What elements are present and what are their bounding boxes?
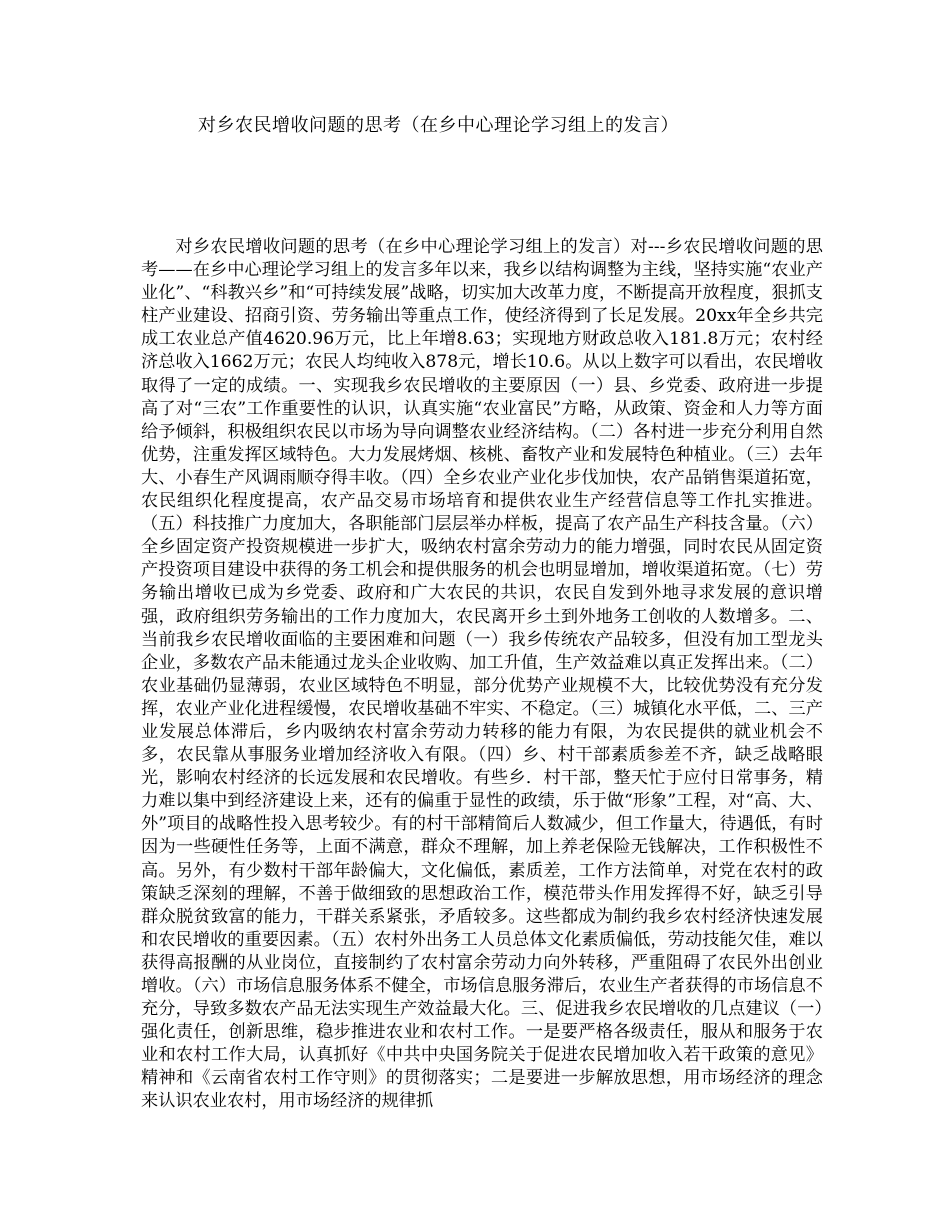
document-title: 对乡农民增收问题的思考（在乡中心理论学习组上的发言） (198, 115, 679, 136)
document-body-paragraph: 对乡农民增收问题的思考（在乡中心理论学习组上的发言）对---乡农民增收问题的思考——在乡中心理论学习组上的发言多年以来，我乡以结构调整为主线，坚持实施“农业产业化”、“科教兴乡”和“可持续发展”战略，切实加大改革力度，不断提高开放程度，狠抓支柱产业建设、招商引资、劳务输出等重点工作，使经济得到了长足发展。20xx年全乡共完成工农业总产值4620.96万元，比上年增8.63；实现地方财政总收入181.8万元；农村经济总收入1662万元；农民人均纯收入878元，增长10.6。从以上数字可以看出，农民增收取得了一定的成绩。一、实现我乡农民增收的主要原因（一）县、乡党委、政府进一步提高了对“三农”工作重要性的认识，认真实施“农业富民”方略，从政策、资金和人力等方面给予倾斜，积极组织农民以市场为导向调整农业经济结构。（二）各村进一步充分利用自然优势，注重发挥区域特色。大力发展烤烟、核桃、畜牧产业和发展特色种植业。（三）去年大、小春生产风调雨顺夺得丰收。（四）全乡农业产业化步伐加快，农产品销售渠道拓宽，农民组织化程度提高，农产品交易市场培育和提供农业生产经营信息等工作扎实推进。（五）科技推广力度加大，各职能部门层层举办样板，提高了农产品生产科技含量。（六）全乡固定资产投资规模进一步扩大，吸纳农村富余劳动力的能力增强，同时农民从固定资产投资项目建设中获得的务工机会和提供服务的机会也明显增加，增收渠道拓宽。（七）劳务输出增收已成为乡党委、政府和广大农民的共识，农民自发到外地寻求发展的意识增强，政府组织劳务输出的工作力度加大，农民离开乡土到外地务工创收的人数增多。二、当前我乡农民增收面临的主要困难和问题（一）我乡传统农产品较多，但没有加工型龙头企业，多数农产品未能通过龙头企业收购、加工升值，生产效益难以真正发挥出来。（二）农业基础仍显薄弱，农业区域特色不明显，部分优势产业规模不大，比较优势没有充分发挥，农业产业化进程缓慢，农民增收基础不牢实、不稳定。（三）城镇化水平低，二、三产业发展总体滞后，乡内吸纳农村富余劳动力转移的能力有限，为农民提供的就业机会不多，农民靠从事服务业增加经济收入有限。（四）乡、村干部素质参差不齐，缺乏战略眼光，影响农村经济的长远发展和农民增收。有些乡．村干部，整天忙于应付日常事务，精力难以集中到经济建设上来，还有的偏重于显性的政绩，乐于做“形象”工程，对“高、大、外”项目的战略性投入思考较少。有的村干部精简后人数减少，但工作量大，待遇低，有时因为一些硬性任务等，上面不满意，群众不理解，加上养老保险无钱解决，工作积极性不高。另外，有少数村干部年龄偏大，文化偏低，素质差，工作方法简单，对党在农村的政策缺乏深刻的理解，不善于做细致的思想政治工作，模范带头作用发挥得不好，缺乏引导群众脱贫致富的能力，干群关系紧张，矛盾较多。这些都成为制约我乡农村经济快速发展和农民增收的重要因素。（五）农村外出务工人员总体文化素质偏低，劳动技能欠佳，难以获得高报酬的从业岗位，直接制约了农村富余劳动力向外转移，严重阻碍了农民外出创业增收。（六）市场信息服务体系不健全，市场信息服务滞后，农业生产者获得的市场信息不充分，导致多数农产品无法实现生产效益最大化。三、促进我乡农民增收的几点建议（一）强化责任，创新思维，稳步推进农业和农村工作。一是要严格各级责任，服从和服务于农业和农村工作大局，认真抓好《中共中央国务院关于促进农民增加收入若干政策的意见》精神和《云南省农村工作守则》的贯彻落实；二是要进一步解放思想，用市场经济的理念来认识农业农村，用市场经济的规律抓 (141, 237, 824, 1112)
